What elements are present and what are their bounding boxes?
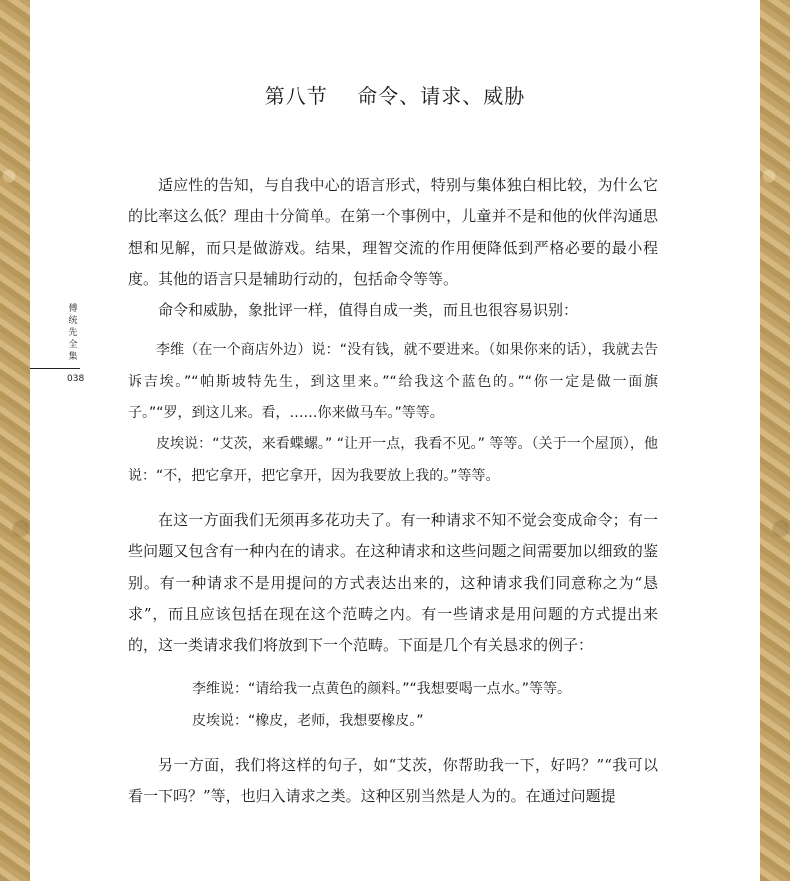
dialogue-paragraph: 李维（在一个商店外边）说：“没有钱，就不要进来。（如果你来的话），我就去告诉吉埃。”“帕斯坡特先生，到这里来。”“给我这个蓝色的。”“你一定是做一面旗子。”“罗，到这儿来。看，……你来做马车。”等等。 xyxy=(128,342,658,422)
paragraph: 命令和威胁，象批评一样，值得自成一类，而且也很容易识别： xyxy=(158,301,579,320)
quote-line: 李维说：“请给我一点黄色的颜料。”“我想要喝一点水。”等等。 xyxy=(192,681,572,698)
book-page xyxy=(30,0,760,881)
dialogue-paragraph: 皮埃说：“艾茨，来看蝶螺。” “让开一点，我看不见。” 等等。（关于一个屋顶），他说：“不，把它拿开，把它拿开，因为我要放上我的。”等等。 xyxy=(128,436,658,484)
margin-rule xyxy=(30,368,80,369)
chapter-title: 第八节 命令、请求、威胁 xyxy=(264,84,526,108)
right-decorative-border xyxy=(760,0,790,881)
quote-line: 皮埃说：“橡皮，老师，我想要橡皮。” xyxy=(192,712,424,729)
left-decorative-border xyxy=(0,0,30,881)
page-number: 038 xyxy=(67,374,85,384)
paragraph: 另一方面，我们将这样的句子，如“艾茨，你帮助我一下，好吗？”“我可以看一下吗？”等，也归入请求之类。这种区别当然是人为的。在通过问题提 xyxy=(128,756,658,806)
body-text xyxy=(128,170,658,813)
paragraph: 在这一方面我们无须再多花功夫了。有一种请求不知不觉会变成命令；有一些问题又包含有一种内在的请求。在这种请求和这些问题之间需要加以细致的鉴别。有一种请求不是用提问的方式表达出来的，这种请求我们同意称之为“恳求”，而且应该包括在现在这个范畴之内。有一些请求是用问题的方式提出来的，这一类请求我们将放到下一个范畴。下面是几个有关恳求的例子： xyxy=(128,510,658,655)
paragraph: 适应性的告知，与自我中心的语言形式，特别与集体独白相比较，为什么它的比率这么低？理由十分简单。在第一个事例中，儿童并不是和他的伙伴沟通思想和见解，而只是做游戏。结果，理智交流的作用便降低到严格必要的最小程度。其他的语言只是辅助行动的，包括命令等等。 xyxy=(128,176,658,288)
book-series-label: 傅统先全集 xyxy=(68,304,78,362)
